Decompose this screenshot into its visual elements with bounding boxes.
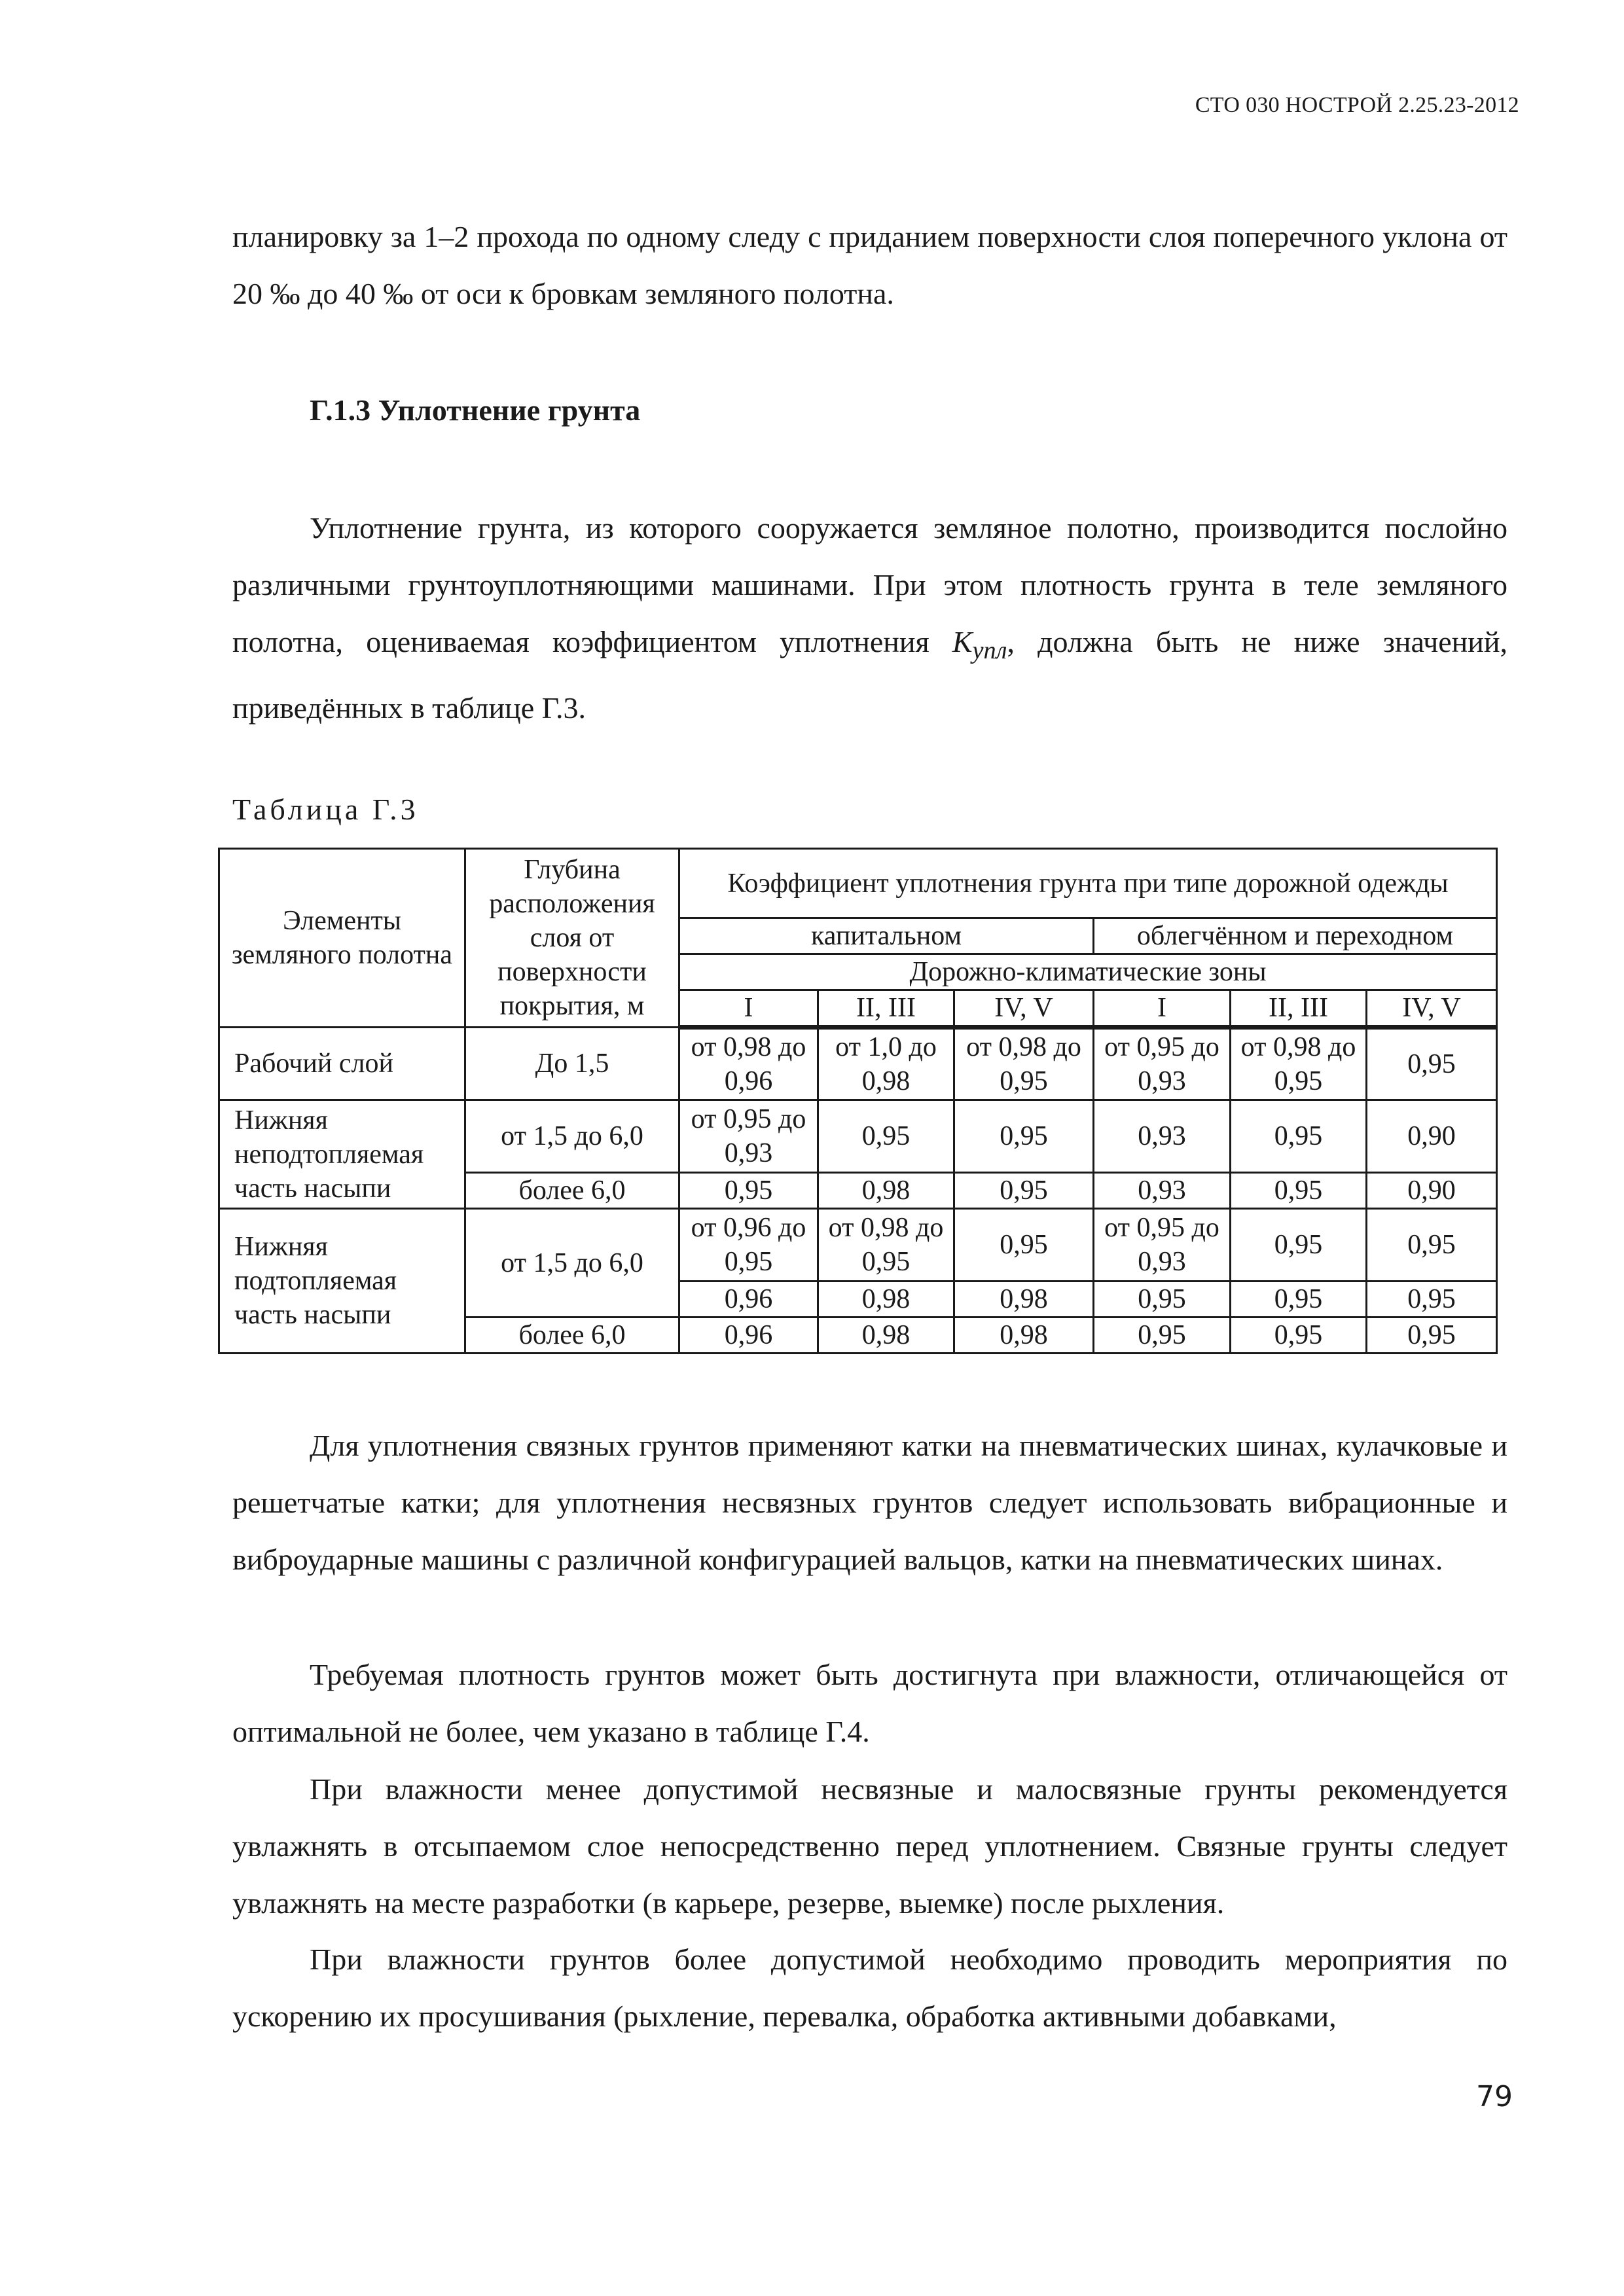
row-element: Рабочий слой bbox=[219, 1028, 465, 1100]
header-depth: Глубина расположения слоя от поверхности покрытия, м bbox=[465, 849, 679, 1028]
paragraph-compaction-text-b: , должна быть не ниже значений, приведённых в таблице Г.3. bbox=[232, 625, 1507, 725]
coefficient-symbol: K bbox=[952, 625, 973, 658]
paragraph-compaction-intro bbox=[232, 499, 1507, 736]
document-header-code: СТО 030 НОСТРОЙ 2.25.23-2012 bbox=[1195, 93, 1519, 117]
paragraph-high-moisture: При влажности грунтов более допустимой необходимо проводить мероприятия по ускорению их просушивания (рыхление, перевалка, обработка активными добавками, bbox=[232, 1943, 1507, 2033]
zone-header: II, III bbox=[1231, 990, 1367, 1028]
zone-header: I bbox=[1094, 990, 1231, 1028]
table-cell: 0,90 bbox=[1367, 1173, 1497, 1209]
paragraph-low-moisture: При влажности менее допустимой несвязные и малосвязные грунты рекомендуется увлажнять в отсыпаемом слое непосредственно перед уплотнением. Связные грунты следует увлажнять на месте разработки (в карьере, резерве, выемке) после рыхления. bbox=[232, 1772, 1507, 1920]
table-cell: 0,90 bbox=[1367, 1100, 1497, 1173]
zone-header: IV, V bbox=[954, 990, 1094, 1028]
row-element: Нижняя неподтопляемая часть насыпи bbox=[219, 1100, 465, 1209]
header-coefficient: Коэффициент уплотнения грунта при типе дорожной одежды bbox=[679, 849, 1497, 918]
table-cell: 0,98 bbox=[818, 1282, 954, 1318]
table-cell: 0,95 bbox=[1367, 1318, 1497, 1354]
table-cell: от 0,98 до 0,95 bbox=[954, 1028, 1094, 1100]
row-depth: более 6,0 bbox=[465, 1318, 679, 1354]
table-row bbox=[219, 1100, 1497, 1173]
table-cell: от 0,95 до 0,93 bbox=[1094, 1209, 1231, 1282]
table-cell: 0,93 bbox=[1094, 1100, 1231, 1173]
table-cell: 0,95 bbox=[1367, 1028, 1497, 1100]
section-title: Г.1.3 Уплотнение грунта bbox=[310, 393, 641, 427]
paragraph-required-density: Требуемая плотность грунтов может быть достигнута при влажности, отличающейся от оптимальной не более, чем указано в таблице Г.4. bbox=[232, 1658, 1507, 1748]
table-cell: 0,95 bbox=[1231, 1318, 1367, 1354]
table-row bbox=[219, 1028, 1497, 1100]
header-light: облегчённом и переходном bbox=[1094, 918, 1497, 954]
header-zones: Дорожно-климатические зоны bbox=[679, 954, 1497, 990]
table-cell: 0,95 bbox=[818, 1100, 954, 1173]
zone-header: I bbox=[679, 990, 818, 1028]
table-cell: 0,95 bbox=[679, 1173, 818, 1209]
table-cell: 0,95 bbox=[1231, 1282, 1367, 1318]
table-cell: 0,95 bbox=[954, 1100, 1094, 1173]
table-cell: от 0,96 до 0,95 bbox=[679, 1209, 818, 1282]
paragraph-compaction-text-a: Уплотнение грунта, из которого сооружается земляное полотно, производится послойно различными грунтоуплотняющими машинами. При этом плотность грунта в теле земляного полотна, оцениваемая коэффициентом уплотнения bbox=[232, 511, 1507, 658]
row-depth: от 1,5 до 6,0 bbox=[465, 1209, 679, 1318]
table-cell: 0,95 bbox=[1231, 1100, 1367, 1173]
table-cell: 0,98 bbox=[818, 1318, 954, 1354]
table-cell: 0,98 bbox=[954, 1282, 1094, 1318]
zone-header: IV, V bbox=[1367, 990, 1497, 1028]
table-cell: 0,95 bbox=[1231, 1209, 1367, 1282]
zone-header: II, III bbox=[818, 990, 954, 1028]
compaction-table bbox=[218, 848, 1498, 1354]
page-number: 79 bbox=[1476, 2080, 1513, 2113]
table-cell: от 1,0 до 0,98 bbox=[818, 1028, 954, 1100]
row-depth: До 1,5 bbox=[465, 1028, 679, 1100]
table-caption: Таблица Г.3 bbox=[232, 793, 419, 826]
table-cell: 0,95 bbox=[1094, 1282, 1231, 1318]
paragraph-rollers: Для уплотнения связных грунтов применяют катки на пневматических шинах, кулачковые и решетчатые катки; для уплотнения несвязных грунтов следует использовать вибрационные и виброударные машины с различной конфигурацией вальцов, катки на пневматических шинах. bbox=[232, 1429, 1507, 1576]
table-cell: от 0,95 до 0,93 bbox=[679, 1100, 818, 1173]
coefficient-subscript: упл bbox=[972, 637, 1007, 665]
table-cell: 0,95 bbox=[1231, 1173, 1367, 1209]
row-element: Нижняя подтопляемая часть насыпи bbox=[219, 1209, 465, 1354]
table-cell: 0,93 bbox=[1094, 1173, 1231, 1209]
table-cell: 0,95 bbox=[1367, 1282, 1497, 1318]
table-cell: от 0,98 до 0,95 bbox=[818, 1209, 954, 1282]
table-cell: 0,98 bbox=[954, 1318, 1094, 1354]
header-capital: капитальном bbox=[679, 918, 1094, 954]
table-cell: 0,95 bbox=[954, 1173, 1094, 1209]
table-cell: от 0,98 до 0,95 bbox=[1231, 1028, 1367, 1100]
table-cell: 0,98 bbox=[818, 1173, 954, 1209]
table-row bbox=[219, 1209, 1497, 1282]
table-cell: 0,95 bbox=[1367, 1209, 1497, 1282]
table-cell: от 0,95 до 0,93 bbox=[1094, 1028, 1231, 1100]
paragraph-planning: планировку за 1–2 прохода по одному следу с приданием поверхности слоя поперечного уклона от 20 ‰ до 40 ‰ от оси к бровкам земляного полотна. bbox=[232, 220, 1507, 310]
header-elements: Элементы земляного полотна bbox=[219, 849, 465, 1028]
table-cell: 0,96 bbox=[679, 1318, 818, 1354]
table-cell: 0,96 bbox=[679, 1282, 818, 1318]
table-cell: 0,95 bbox=[954, 1209, 1094, 1282]
row-depth: более 6,0 bbox=[465, 1173, 679, 1209]
table-cell: 0,95 bbox=[1094, 1318, 1231, 1354]
table-cell: от 0,98 до 0,96 bbox=[679, 1028, 818, 1100]
row-depth: от 1,5 до 6,0 bbox=[465, 1100, 679, 1173]
